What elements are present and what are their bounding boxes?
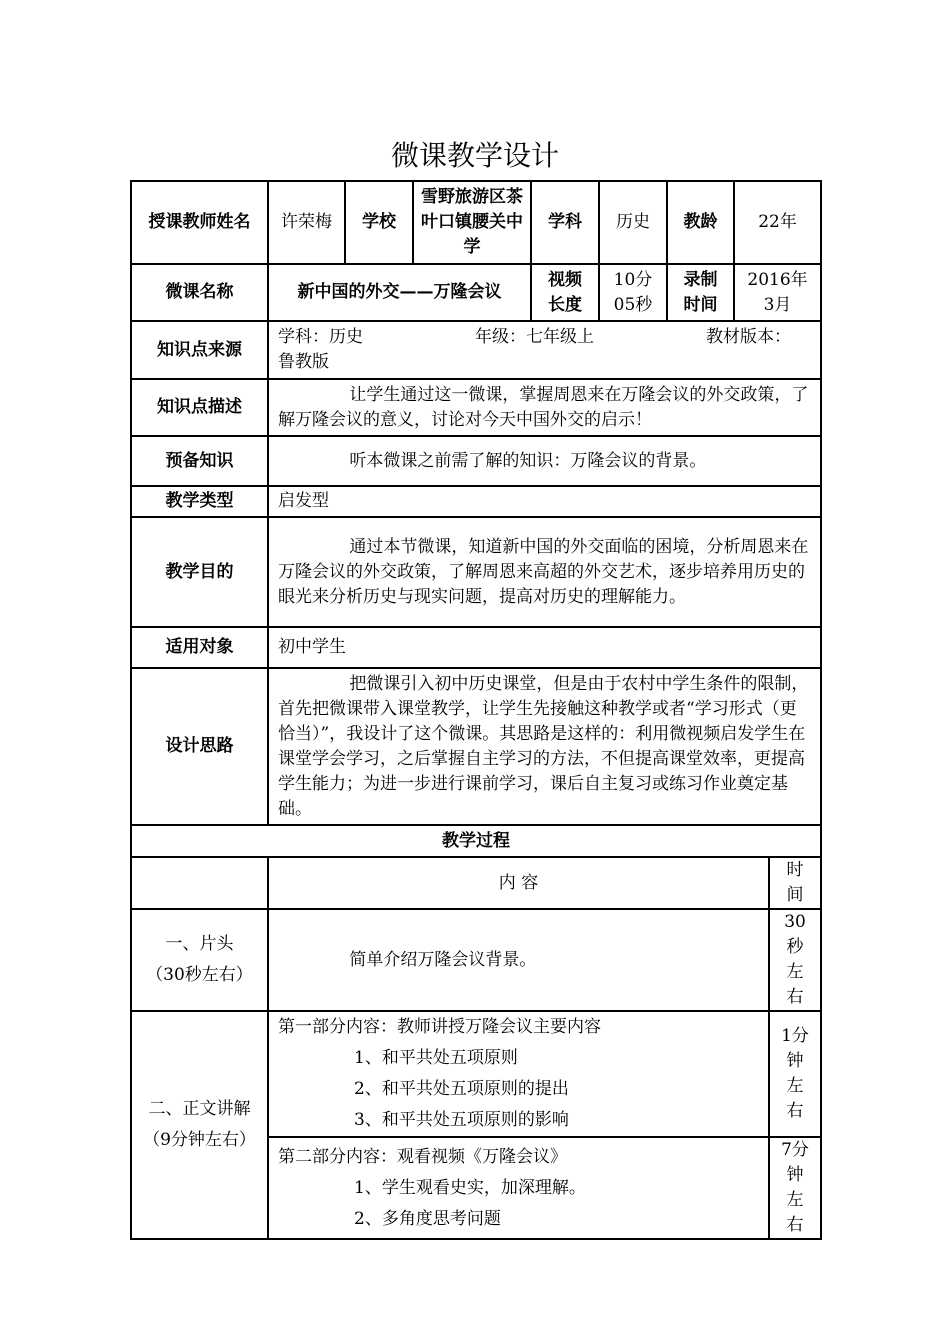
step2-name: 二、正文讲解 <box>148 1099 251 1119</box>
subject-label: 学科 <box>531 181 599 264</box>
record-time-value: 2016年3月 <box>734 264 821 321</box>
teaching-age-value: 22年 <box>734 181 821 264</box>
description-row <box>131 379 821 436</box>
info-row-1 <box>131 181 821 264</box>
step2-part1-row <box>131 1011 821 1137</box>
time-column-header: 时间 <box>769 857 821 909</box>
part1-time: 1分钟左右 <box>769 1011 821 1137</box>
process-header-row <box>131 825 821 857</box>
lesson-design-table <box>130 180 822 1240</box>
description-label: 知识点描述 <box>131 379 268 436</box>
source-subject: 学科：历史 <box>278 327 363 347</box>
audience-row <box>131 627 821 668</box>
design-idea-text: 把微课引入初中历史课堂，但是由于农村中学生条件的限制，首先把微课带入课堂教学，让学生先接触这种教学或者“学习形式（更恰当）”，我设计了这个微课。其思路是这样的：利用微视频启发学生在课堂学会学习，之后掌握自主学习的方法，不但提高课堂效率，更提高学生能力；为进一步进行课前学习，课后自主复习或练习作业奠定基础。 <box>268 668 821 825</box>
part1-item-2: 2、和平共处五项原则的提出 <box>354 1079 569 1099</box>
step2-part2-content <box>268 1137 769 1239</box>
source-content <box>268 321 821 379</box>
step2-cell <box>131 1011 268 1239</box>
prerequisite-row <box>131 436 821 486</box>
step1-name: 一、片头 <box>165 934 234 954</box>
step1-content: 简单介绍万隆会议背景。 <box>268 909 769 1011</box>
part2-item-1: 1、学生观看史实，加深理解。 <box>354 1177 586 1198</box>
course-name: 新中国的外交——万隆会议 <box>268 264 531 321</box>
video-length-value: 10分05秒 <box>599 264 667 321</box>
step2-part1-content <box>268 1011 769 1137</box>
description-text: 让学生通过这一微课，掌握周恩来在万隆会议的外交政策，了解万隆会议的意义，讨论对今天中国外交的启示！ <box>268 379 821 436</box>
teacher-label: 授课教师姓名 <box>131 181 268 264</box>
video-length-label: 视频长度 <box>531 264 599 321</box>
step1-duration: （30秒左右） <box>146 965 253 985</box>
type-row <box>131 486 821 517</box>
type-text: 启发型 <box>268 486 821 517</box>
objective-row <box>131 517 821 627</box>
info-row-2 <box>131 264 821 321</box>
process-header: 教学过程 <box>131 825 821 857</box>
step1-row <box>131 909 821 1011</box>
source-grade: 年级：七年级上 <box>475 327 594 347</box>
source-edition: 鲁教版 <box>278 352 329 372</box>
part2-time: 7分钟左右 <box>769 1137 821 1239</box>
part1-item-1: 1、和平共处五项原则 <box>354 1048 518 1068</box>
course-label: 微课名称 <box>131 264 268 321</box>
objective-text: 通过本节微课，知道新中国的外交面临的困境，分析周恩来在万隆会议的外交政策，了解周恩来高超的外交艺术，逐步培养用历史的眼光来分析历史与现实问题，提高对历史的理解能力。 <box>268 517 821 627</box>
teaching-age-label: 教龄 <box>667 181 734 264</box>
process-columns-row <box>131 857 821 909</box>
source-row <box>131 321 821 379</box>
step2-duration: （9分钟左右） <box>143 1130 256 1150</box>
school-label: 学校 <box>345 181 413 264</box>
audience-text: 初中学生 <box>268 627 821 668</box>
objective-label: 教学目的 <box>131 517 268 627</box>
design-idea-row <box>131 668 821 825</box>
record-time-label: 录制时间 <box>667 264 734 321</box>
teacher-name: 许荣梅 <box>268 181 345 264</box>
part1-heading: 第一部分内容：教师讲授万隆会议主要内容 <box>278 1017 601 1037</box>
subject-value: 历史 <box>599 181 667 264</box>
step1-time: 30秒左右 <box>769 909 821 1011</box>
process-blank-cell <box>131 857 268 909</box>
part1-item-3: 3、和平共处五项原则的影响 <box>354 1110 569 1130</box>
step1-cell <box>131 909 268 1011</box>
page-title: 微课教学设计 <box>390 139 559 172</box>
part2-heading: 第二部分内容：观看视频《万隆会议》 <box>278 1146 567 1167</box>
content-column-header: 内 容 <box>268 857 769 909</box>
part2-item-2: 2、多角度思考问题 <box>354 1208 501 1229</box>
source-edition-label: 教材版本： <box>706 327 791 347</box>
prerequisite-label: 预备知识 <box>131 436 268 486</box>
school-name: 雪野旅游区茶叶口镇腰关中学 <box>413 181 531 264</box>
audience-label: 适用对象 <box>131 627 268 668</box>
design-idea-label: 设计思路 <box>131 668 268 825</box>
type-label: 教学类型 <box>131 486 268 517</box>
prerequisite-text: 听本微课之前需了解的知识：万隆会议的背景。 <box>268 436 821 486</box>
source-label: 知识点来源 <box>131 321 268 379</box>
